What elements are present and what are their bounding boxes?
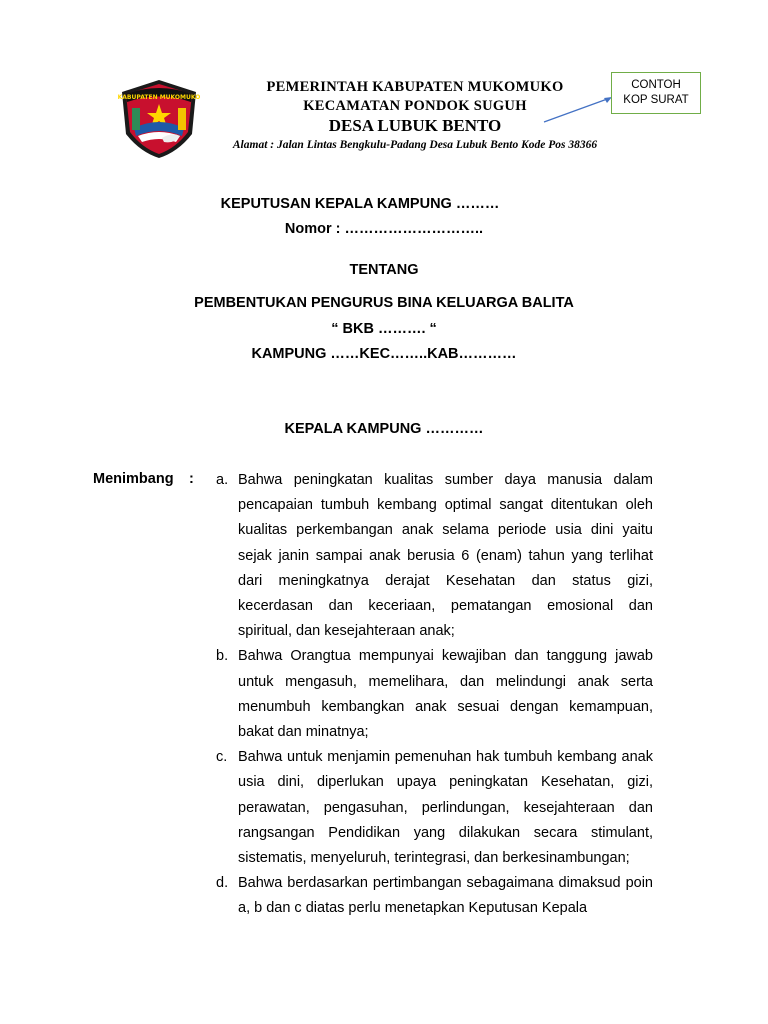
item-text: Bahwa Orangtua mempunyai kewajiban dan tanggung jawab untuk mengasuh, memelihara, dan melindungi anak serta menumbuh kembangkan anak sesuai dengan kemampuan, bakat dan minatnya;: [238, 648, 653, 741]
callout-arrow-icon: [540, 92, 620, 126]
sample-letterhead-callout: [611, 72, 701, 114]
list-item: [206, 745, 653, 871]
considerations-list: [206, 468, 653, 922]
list-item: [206, 871, 653, 921]
list-item: [206, 644, 653, 745]
callout-line1: CONTOH: [631, 79, 681, 91]
village-head-title: KEPALA KAMPUNG …………: [284, 421, 484, 437]
decision-title: KEPUTUSAN KEPALA KAMPUNG ………: [220, 196, 500, 212]
item-letter: c.: [216, 749, 228, 766]
item-letter: d.: [216, 875, 229, 892]
item-text: Bahwa berdasarkan pertimbangan sebagaimana dimaksud poin a, b dan c diatas perlu menetapkan Keputusan Kepala: [238, 875, 653, 917]
decision-number: Nomor : ………………………..: [284, 221, 484, 237]
item-text: Bahwa peningkatan kualitas sumber daya manusia dalam pencapaian tumbuh kembang optimal sangat ditentukan oleh kualitas perkembangan anak selama periode usia dini yaitu sejak janin sampai anak berusia 6 (enam) tahun yang terlihat dari meningkatnya derajat Kesehatan dan status gizi, kecerdasan dan keceriaan, pematangan emosional dan spiritual, dan kesejahteraan anak;: [238, 472, 653, 640]
regency-emblem-icon: [118, 78, 200, 160]
item-letter: a.: [216, 472, 229, 488]
kampung-line: KAMPUNG ……KEC……..KAB…………: [251, 346, 517, 362]
item-text: Bahwa untuk menjamin pemenuhan hak tumbuh kembang anak usia dini, diperlukan upaya peningkatan Kesehatan, gizi, perawatan, pengasuhan, perlindungan, kesejahteraan dan rangsangan Pendidikan yang dilakukan secara stimulant, sistematis, menyeluruh, terintegrasi, dan berkesinambungan;: [238, 749, 653, 867]
list-item: [206, 468, 653, 644]
tentang-heading: TENTANG: [349, 262, 419, 278]
letterhead-government: PEMERINTAH KABUPATEN MUKOMUKO: [266, 79, 564, 95]
emblem-caption: KABUPATEN MUKOMUKO: [118, 94, 200, 101]
letterhead-village: DESA LUBUK BENTO: [328, 116, 502, 135]
menimbang-colon: :: [189, 471, 194, 487]
bkb-line: “ BKB ………. “: [331, 321, 437, 337]
letterhead-district: KECAMATAN PONDOK SUGUH: [303, 98, 527, 114]
callout-line2: KOP SURAT: [623, 94, 689, 106]
subject-line: PEMBENTUKAN PENGURUS BINA KELUARGA BALITA: [194, 295, 574, 311]
letterhead-address: Alamat : Jalan Lintas Bengkulu-Padang Desa Lubuk Bento Kode Pos 38366: [232, 139, 598, 151]
menimbang-label: Menimbang: [93, 471, 174, 487]
item-letter: b.: [216, 648, 229, 665]
